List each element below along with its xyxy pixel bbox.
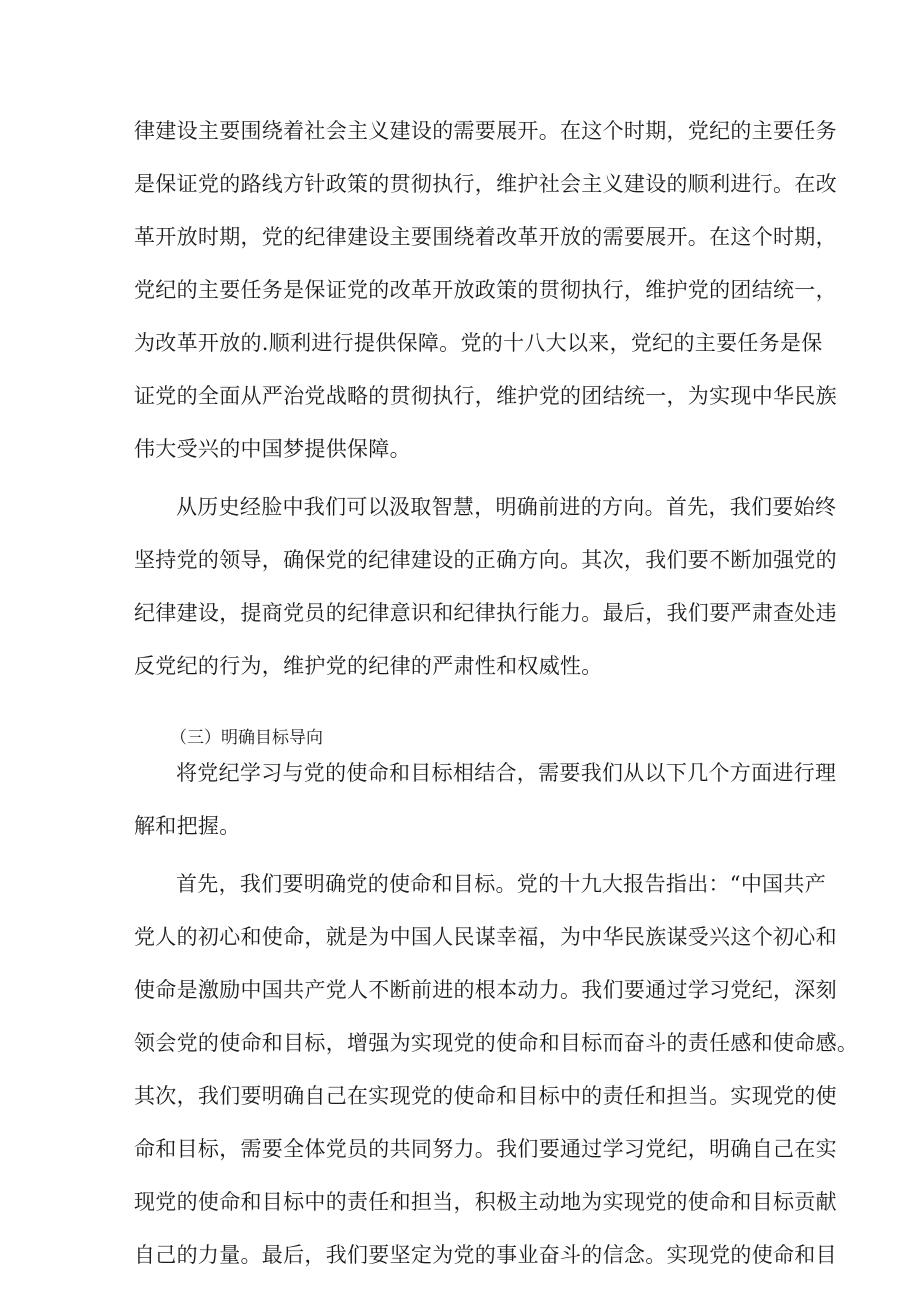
section-heading: （三）明确目标导向 (170, 728, 323, 748)
body-text-line: 党纪的主要任务是保证党的改革开放政策的贯彻执行，维护党的团结统一， (134, 278, 837, 302)
body-text-line: 伟大受兴的中国梦提供保障。 (134, 437, 411, 461)
body-text-line: 其次，我们要明确自己在实现党的使命和目标中的责任和担当。实现党的使 (134, 1084, 837, 1108)
body-text-line: 反党纪的行为，维护党的纪律的严肃性和权威性。 (134, 654, 603, 678)
body-text-line: 党人的初心和使命，就是为中国人民谋幸福，为中华民族谋受兴这个初心和 (134, 925, 837, 949)
body-text-line: 首先，我们要明确党的使命和目标。党的十九大报告指出：“中国共产 (176, 872, 827, 896)
body-text-line: 领会党的使命和目标，增强为实现党的使命和目标而奋斗的责任感和使命感。 (134, 1031, 859, 1055)
body-text-line: 解和把握。 (134, 814, 241, 838)
body-text-line: 律建设主要围绕着社会主义建设的需要展开。在这个时期，党纪的主要任务 (134, 119, 837, 143)
body-text-line: 坚持党的领导，确保党的纪律建设的正确方向。其次，我们要不断加强党的 (134, 548, 837, 572)
body-text-line: 使命是激励中国共产党人不断前进的根本动力。我们要通过学习党纪，深刻 (134, 978, 837, 1002)
body-text-line: 纪律建设，提商党员的纪律意识和纪律执行能力。最后，我们要严肃查处违 (134, 601, 837, 625)
body-text-line: 为改革开放的.顺利进行提供保障。党的十八大以来，党纪的主要任务是保 (134, 331, 823, 355)
body-text-line: 证党的全面从严治党战略的贯彻执行，维护党的团结统一，为实现中华民族 (134, 384, 837, 408)
body-text-line: 革开放时期，党的纪律建设主要围绕着改革开放的需要展开。在这个时期， (134, 225, 837, 249)
body-text-line: 从历史经脸中我们可以汲取智慧，明确前进的方向。首先，我们要始终 (176, 495, 837, 519)
body-text-line: 是保证党的路线方针政策的贯彻执行，维护社会主义建设的顺利进行。在改 (134, 172, 837, 196)
body-text-line: 将党纪学习与党的使命和目标相结合，需要我们从以下几个方面进行理 (176, 761, 837, 785)
body-text-line: 命和目标，需要全体党员的共同努力。我们要通过学习党纪，明确自己在实 (134, 1137, 837, 1161)
body-text-line: 自己的力量。最后，我们要坚定为党的事业奋斗的信念。实现党的使命和目 (134, 1243, 837, 1267)
body-text-line: 现党的使命和目标中的责任和担当，积极主动地为实现党的使命和目标贡献 (134, 1190, 837, 1214)
